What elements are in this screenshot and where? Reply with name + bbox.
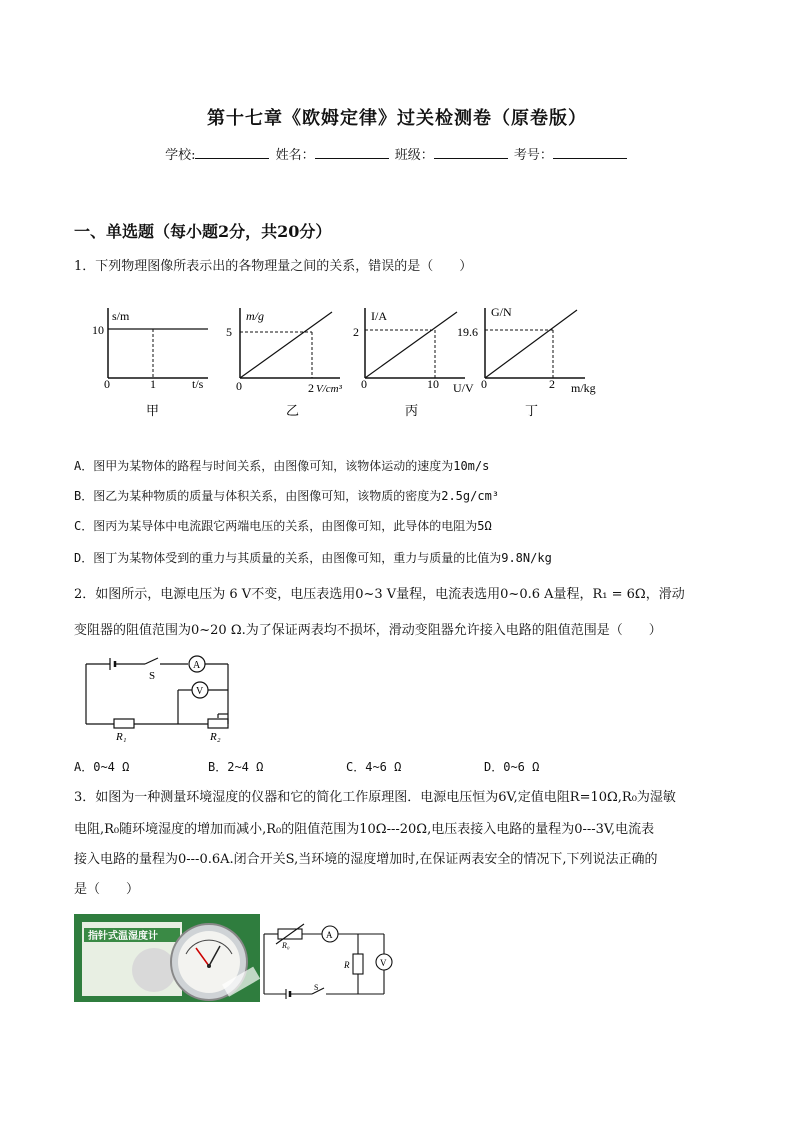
graph-jia-ylabel: s/m bbox=[112, 309, 130, 323]
graph-bing bbox=[353, 308, 474, 418]
graph-jia-origin: 0 bbox=[104, 377, 110, 391]
q3-ammeter-label: A bbox=[326, 930, 333, 940]
hygrometer-photo bbox=[74, 914, 260, 1002]
q2-r1-label: R₁ bbox=[116, 731, 127, 743]
q3-line3: 接入电路的量程为0---0.6A.闭合开关S,当环境的湿度增加时,在保证两表安全的情况下,下列说法正确的 bbox=[74, 852, 658, 867]
q2-circuit bbox=[80, 652, 240, 744]
graph-jia-caption: 甲 bbox=[146, 403, 160, 418]
q2-option-d[interactable]: D．0~6 Ω bbox=[484, 760, 540, 774]
school-label: 学校: bbox=[165, 148, 196, 163]
q1-graphs bbox=[80, 300, 640, 425]
q3-line2: 电阻,R₀随环境湿度的增加而减小,R₀的阻值范围为10Ω---20Ω,电压表接入电路的量程为0---3V,电流表 bbox=[74, 822, 655, 837]
graph-yi-origin: 0 bbox=[236, 379, 242, 393]
graph-ding-xtick: 2 bbox=[549, 377, 555, 391]
q1-stem: 1．下列物理图像所表示出的各物理量之间的关系，错误的是（ ） bbox=[74, 259, 473, 274]
graph-jia-xtick: 1 bbox=[150, 377, 156, 391]
q2-option-a[interactable]: A．0~4 Ω bbox=[74, 760, 130, 774]
graph-jia-ytick: 10 bbox=[92, 323, 104, 337]
q2-switch-label: S bbox=[149, 670, 156, 682]
q1-option-a[interactable]: A．图甲为某物体的路程与时间关系，由图像可知，该物体运动的速度为10m/s bbox=[74, 459, 490, 473]
graph-yi-caption: 乙 bbox=[286, 403, 300, 418]
student-info-line bbox=[0, 144, 794, 163]
graph-jia bbox=[92, 308, 208, 418]
graph-yi-xtick: 2 bbox=[308, 381, 314, 395]
graph-bing-ytick: 2 bbox=[353, 325, 359, 339]
q3-r0-label: R₀ bbox=[282, 941, 290, 950]
q1-option-c[interactable]: C．图丙为某导体中电流跟它两端电压的关系，由图像可知，此导体的电阻为5Ω bbox=[74, 519, 492, 533]
graph-bing-ylabel: I/A bbox=[371, 309, 387, 323]
section-heading: 一、单选题（每小题2分，共20分） bbox=[74, 222, 332, 241]
q2-voltmeter-label: V bbox=[196, 686, 204, 697]
q3-line4: 是（ ） bbox=[74, 882, 140, 897]
graph-jia-xlabel: t/s bbox=[192, 377, 204, 391]
graph-bing-caption: 丙 bbox=[405, 403, 419, 418]
hygrometer-box-text: 指针式温湿度计 bbox=[88, 931, 158, 942]
graph-ding-ytick: 19.6 bbox=[457, 325, 478, 339]
graph-bing-origin: 0 bbox=[361, 377, 367, 391]
q2-ammeter-label: A bbox=[193, 660, 201, 671]
q2-line1: 2．如图所示，电源电压为 6 V不变，电压表选用0~3 V量程，电流表选用0~0.6 A量程，R₁ = 6Ω，滑动 bbox=[74, 587, 685, 602]
graph-yi-ylabel: m/g bbox=[246, 309, 264, 323]
q3-r-label: R bbox=[344, 960, 350, 970]
graph-yi bbox=[226, 308, 343, 418]
graph-ding-ylabel: G/N bbox=[491, 305, 512, 319]
q3-voltmeter-label: V bbox=[380, 958, 387, 968]
name-blank[interactable] bbox=[315, 146, 389, 159]
class-label: 班级： bbox=[394, 148, 434, 163]
graph-bing-xlabel: U/V bbox=[453, 381, 474, 395]
page-title: 第十七章《欧姆定律》过关检测卷（原卷版） bbox=[207, 108, 587, 129]
q3-switch-label: S bbox=[314, 983, 319, 992]
q3-line1: 3．如图为一种测量环境湿度的仪器和它的简化工作原理图．电源电压恒为6V,定值电阻R=10Ω,R₀为湿敏 bbox=[74, 790, 676, 805]
graph-ding-xlabel: m/kg bbox=[571, 381, 596, 395]
name-label: 姓名： bbox=[275, 148, 315, 163]
graph-ding-origin: 0 bbox=[481, 377, 487, 391]
graph-ding-caption: 丁 bbox=[525, 403, 539, 418]
q2-line2: 变阻器的阻值范围为0~20 Ω.为了保证两表均不损坏，滑动变阻器允许接入电路的阻值范围是（ ） bbox=[74, 623, 662, 638]
graph-yi-ytick: 5 bbox=[226, 325, 232, 339]
q2-r2-label: R₂ bbox=[210, 731, 221, 743]
graph-bing-xtick: 10 bbox=[427, 377, 439, 391]
q2-option-c[interactable]: C．4~6 Ω bbox=[346, 760, 402, 774]
id-label: 考号： bbox=[513, 148, 553, 163]
id-blank[interactable] bbox=[553, 146, 627, 159]
graph-ding bbox=[457, 305, 596, 418]
class-blank[interactable] bbox=[434, 146, 508, 159]
q1-option-b[interactable]: B．图乙为某种物质的质量与体积关系，由图像可知，该物质的密度为2.5g/cm³ bbox=[74, 489, 500, 503]
q3-circuit bbox=[262, 914, 408, 1004]
school-blank[interactable] bbox=[195, 146, 269, 159]
graph-yi-xlabel: V/cm³ bbox=[316, 383, 342, 395]
q1-option-d[interactable]: D．图丁为某物体受到的重力与其质量的关系，由图像可知，重力与质量的比值为9.8N/kg bbox=[74, 551, 552, 565]
q2-option-b[interactable]: B．2~4 Ω bbox=[208, 760, 264, 774]
